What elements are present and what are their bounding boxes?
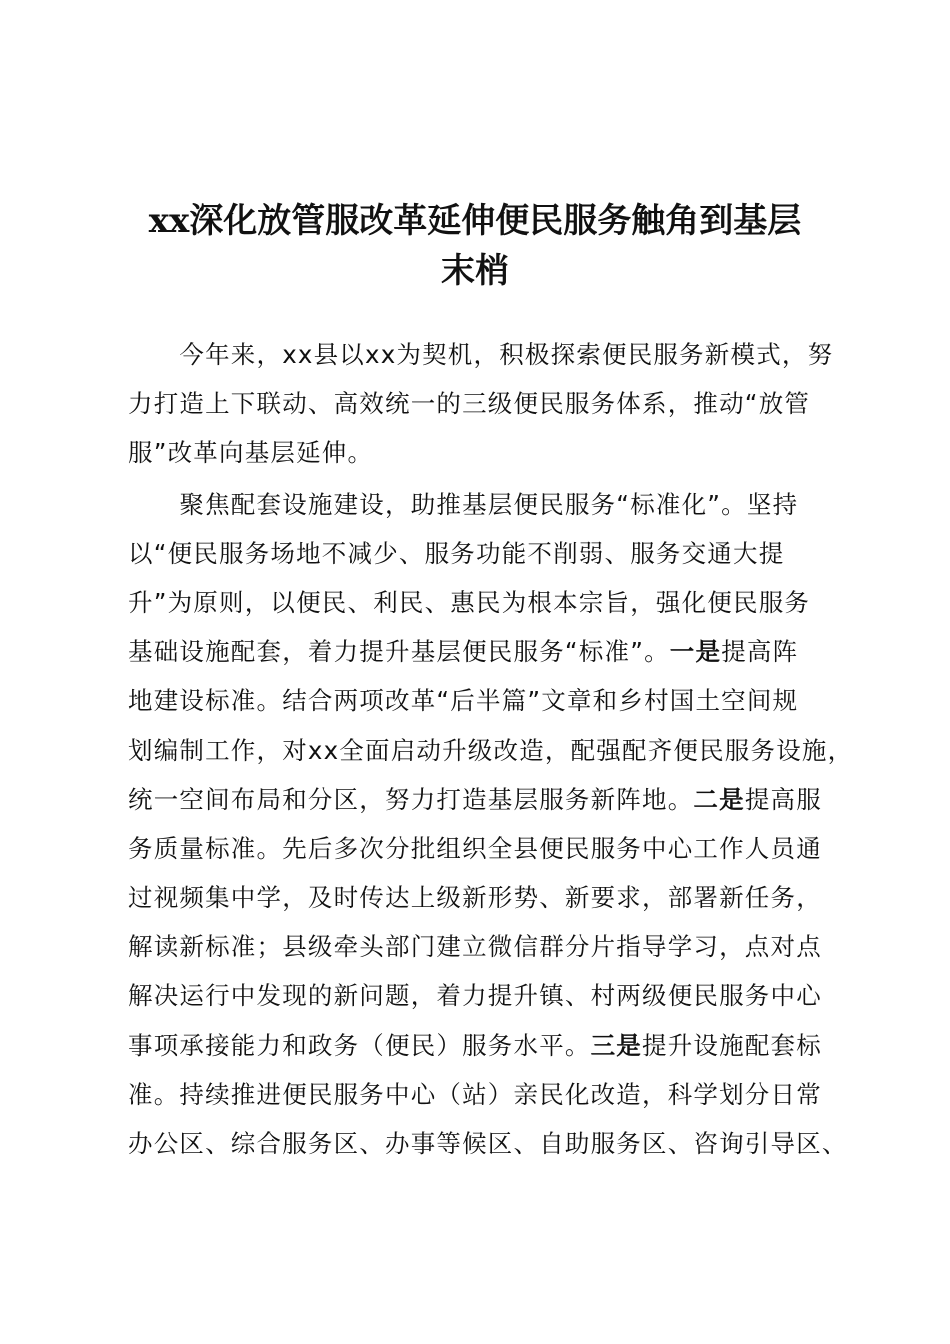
- title-line-1: xx深化放管服改革延伸便民服务触角到基层: [148, 201, 802, 241]
- text-run: 统一空间布局和分区，努力打造基层服务新阵地。: [128, 784, 694, 814]
- text-line: [128, 775, 838, 824]
- text-line: 解决运行中发现的新问题，着力提升镇、村两级便民服务中心: [128, 981, 822, 1011]
- text-run: 提高服: [744, 784, 822, 814]
- text-line: 解读新标准；县级牵头部门建立微信群分片指导学习，点对点: [128, 932, 822, 962]
- text-run: 事项承接能力和政务（便民）服务水平。: [128, 1030, 591, 1060]
- text-line: 力打造上下联动、高效统一的三级便民服务体系，推动“放管: [128, 389, 811, 419]
- emphasis-second: 二是: [693, 784, 745, 814]
- text-line: 过视频集中学，及时传达上级新形势、新要求，部署新任务，: [128, 883, 822, 913]
- paragraph-1: [128, 330, 838, 478]
- text-line: 聚焦配套设施建设，助推基层便民服务“标准化”。坚持: [128, 489, 799, 519]
- text-line: 务质量标准。先后多次分批组织全县便民服务中心工作人员通: [128, 833, 822, 863]
- text-line: [128, 627, 838, 676]
- document-title: [120, 196, 830, 296]
- text-line: 今年来，xx县以xx为契机，积极探索便民服务新模式，努: [128, 340, 834, 369]
- text-line: 准。持续推进便民服务中心（站）亲民化改造，科学划分日常: [128, 1079, 822, 1109]
- text-line: [128, 1021, 838, 1070]
- document-body: [128, 330, 854, 1168]
- emphasis-first: 一是: [669, 637, 722, 667]
- text-run: 提高阵: [721, 637, 799, 667]
- text-line: 服”改革向基层延伸。: [128, 438, 374, 468]
- text-line: 划编制工作，对xx全面启动升级改造，配强配齐便民服务设施，: [128, 735, 854, 765]
- text-run: 基础设施配套，着力提升基层便民服务“标准”。: [128, 637, 670, 667]
- title-line-2: 末梢: [441, 251, 509, 291]
- text-run: 提升设施配套标: [642, 1030, 822, 1060]
- text-line: 地建设标准。结合两项改革“后半篇”文章和乡村国土空间规: [128, 686, 799, 716]
- emphasis-third: 三是: [590, 1030, 643, 1060]
- text-line: 升”为原则，以便民、利民、惠民为根本宗旨，强化便民服务: [128, 587, 811, 617]
- text-line: 办公区、综合服务区、办事等候区、自助服务区、咨询引导区、: [128, 1129, 848, 1158]
- paragraph-2: [128, 480, 854, 1169]
- text-line: 以“便民服务场地不减少、服务功能不削弱、服务交通大提: [128, 538, 785, 568]
